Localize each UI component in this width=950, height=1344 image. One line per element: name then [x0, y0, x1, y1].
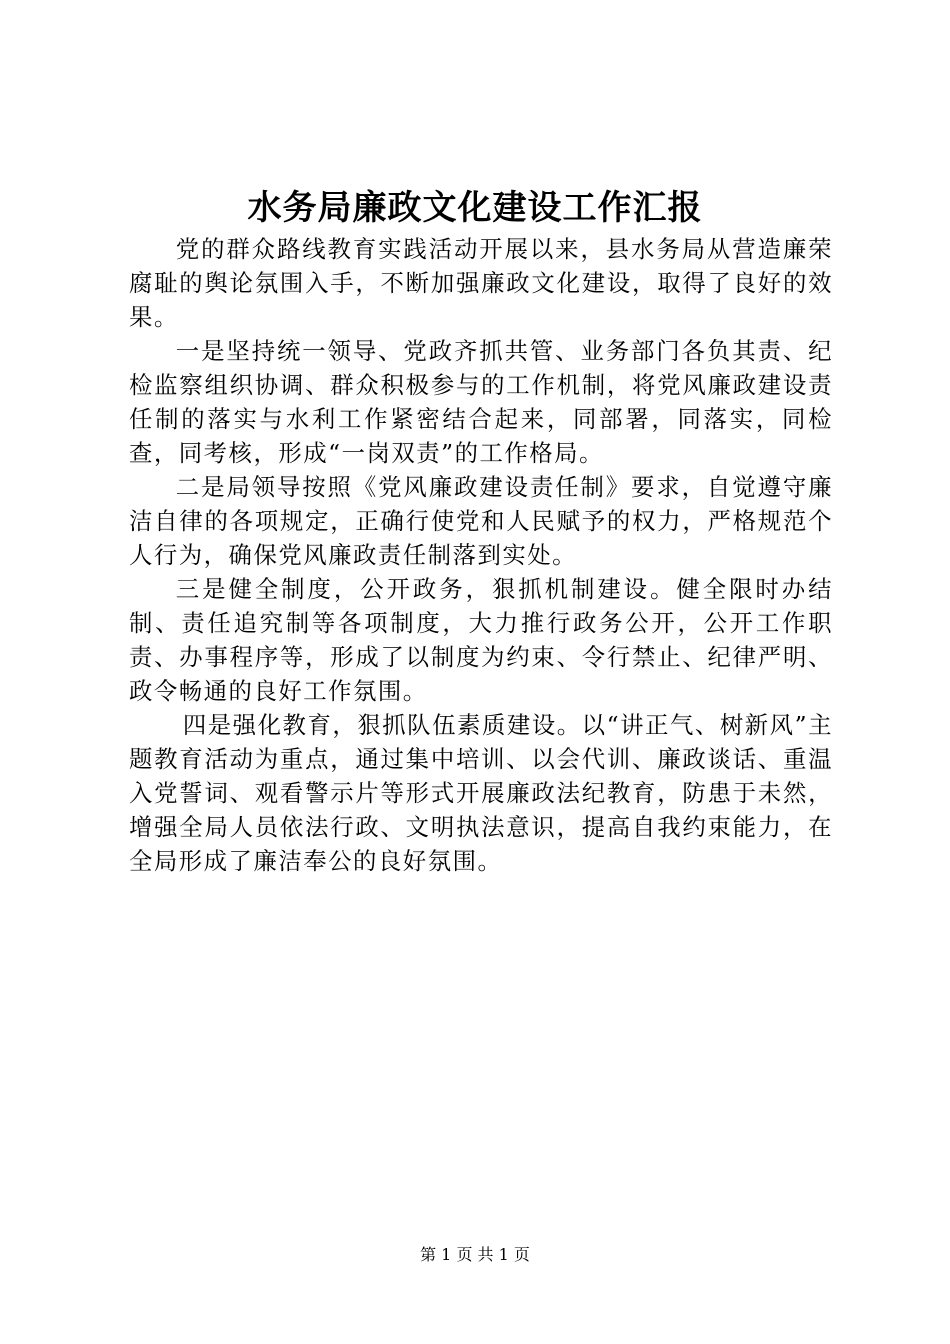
paragraph-point-four: 四是强化教育，狠抓队伍素质建设。以“讲正气、树新风”主题教育活动为重点，通过集中培训、以会代训、廉政谈话、重温入党誓词、观看警示片等形式开展廉政法纪教育，防患于未然，增强全局人员依法行政、文明执法意识，提高自我约束能力，在全局形成了廉洁奉公的良好氛围。 — [129, 711, 833, 875]
page-footer: 第 1 页 共 1 页 — [420, 1245, 530, 1264]
document-body — [129, 232, 833, 878]
document-title: 水务局廉政文化建设工作汇报 — [247, 188, 703, 228]
paragraph-intro: 党的群众路线教育实践活动开展以来，县水务局从营造廉荣腐耻的舆论氛围入手，不断加强廉政文化建设，取得了良好的效果。 — [129, 235, 833, 331]
paragraph-point-two: 二是局领导按照《党风廉政建设责任制》要求，自觉遵守廉洁自律的各项规定，正确行使党和人民赋予的权力，严格规范个人行为，确保党风廉政责任制落到实处。 — [129, 473, 833, 569]
paragraph-point-one: 一是坚持统一领导、党政齐抓共管、业务部门各负其责、纪检监察组织协调、群众积极参与的工作机制，将党风廉政建设责任制的落实与水利工作紧密结合起来，同部署，同落实，同检查，同考核，形成“一岗双责”的工作格局。 — [129, 337, 833, 467]
paragraph-point-three: 三是健全制度，公开政务，狠抓机制建设。健全限时办结制、责任追究制等各项制度，大力推行政务公开，公开工作职责、办事程序等，形成了以制度为约束、令行禁止、纪律严明、政令畅通的良好工作氛围。 — [129, 575, 833, 705]
